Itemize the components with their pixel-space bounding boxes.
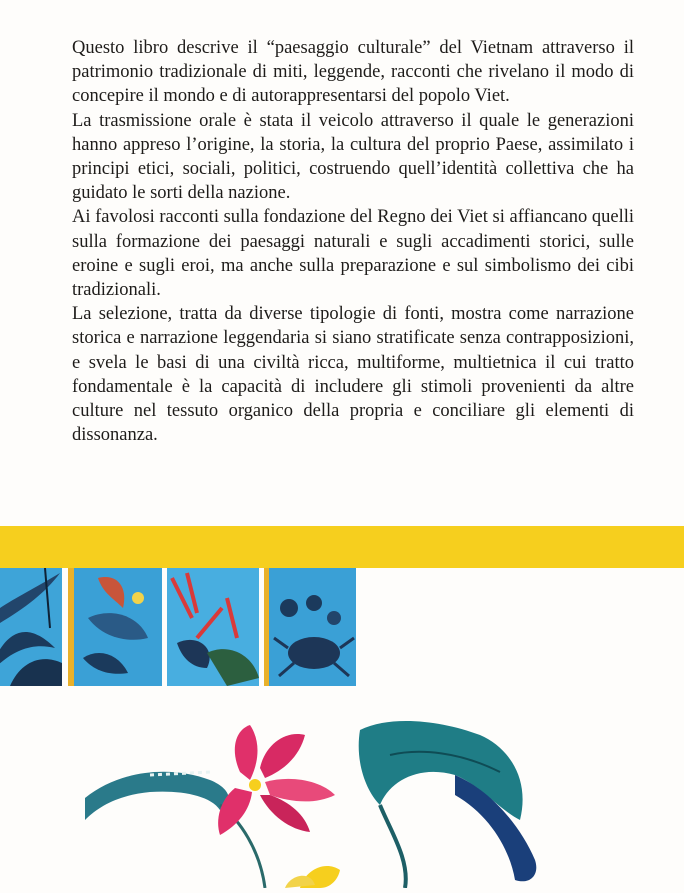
yellow-band — [0, 526, 684, 568]
blue-tile-leaves — [0, 568, 62, 686]
paragraph-tales: Ai favolosi racconti sulla fondazione del Regno dei Viet si affiancano quelli sulla formazione dei paesaggi naturali e sugli accadimenti storici, sulle eroine e sugli eroi, ma anche sulla preparazione e sul simbolismo dei cibi tradizionali. — [72, 207, 634, 301]
blue-tile-red-branches — [167, 568, 259, 686]
blue-tile-fish — [68, 568, 162, 686]
blue-tile-crab — [264, 568, 356, 686]
back-cover-text — [72, 36, 634, 447]
paragraph-selection: La selezione, tratta da diverse tipologie di fonti, mostra come narrazione storica e narrazione leggendaria si siano stratificate senza contrapposizioni, e svela le basi di una civiltà ricca, multiforme, multietnica il cui tratto fondamentale è la capacità di includere gli stimoli provenienti da altre culture nel tessuto organico della propria e conciliare gli elementi di dissonanza. — [72, 304, 634, 446]
paragraph-intro: Questo libro descrive il “paesaggio culturale” del Vietnam attraverso il patrimonio tradizionale di miti, leggende, racconti che rivelano il modo di concepire il mondo e di autorappresentarsi del popolo Viet. — [72, 38, 634, 107]
lotus-and-leaves-painting — [60, 710, 580, 888]
paragraph-oral-tradition: La trasmissione orale è stata il veicolo attraverso il quale le generazioni hanno appreso l’origine, la storia, la cultura del proprio Paese, assimilato i principi etici, sociali, politici, costruendo quell’identità collettiva che ha guidato le sorti della nazione. — [72, 110, 634, 204]
